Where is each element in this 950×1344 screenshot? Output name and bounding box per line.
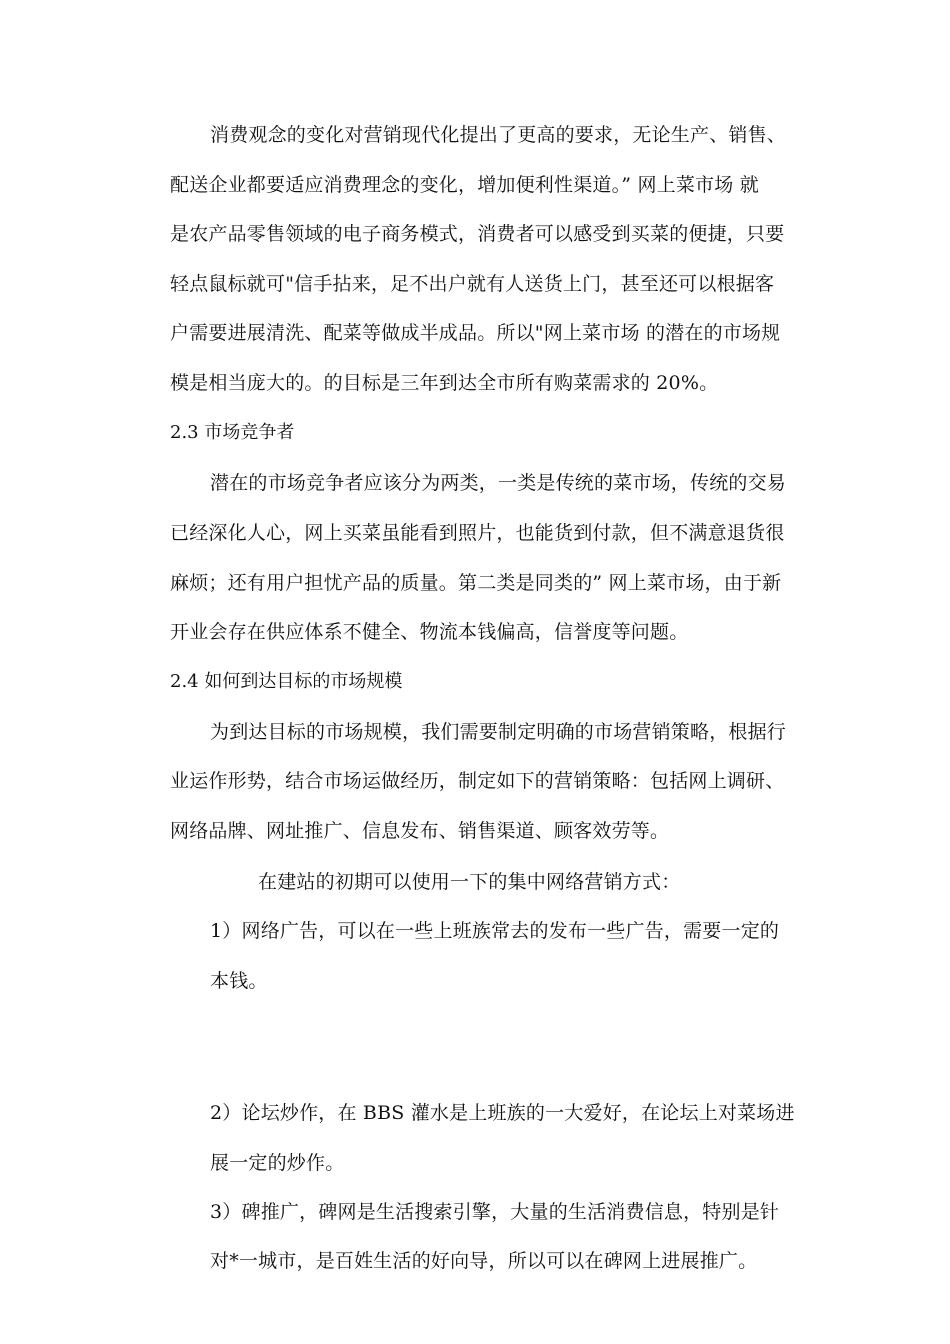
paragraph-line: 为到达目标的市场规模，我们需要制定明确的市场营销策略，根据行 (210, 721, 787, 743)
paragraph-line: 开业会存在供应体系不健全、物流本钱偏高，信誉度等问题。 (170, 621, 689, 643)
paragraph-line: 是农产品零售领域的电子商务模式，消费者可以感受到买菜的便捷，只要 (170, 223, 785, 245)
paragraph-line: 模是相当庞大的。的目标是三年到达全市所有购菜需求的 20%。 (170, 372, 719, 394)
paragraph-line: 麻烦；还有用户担忧产品的质量。第二类是同类的” 网上菜市场，由于新 (170, 572, 782, 594)
paragraph-line: 网络品牌、网址推广、信息发布、销售渠道、顾客效劳等。 (170, 820, 670, 842)
paragraph-line: 消费观念的变化对营销现代化提出了更高的要求，无论生产、销售、 (210, 124, 787, 146)
list-item-line: 展一定的炒作。 (210, 1152, 345, 1174)
paragraph-line: 配送企业都要适应消费理念的变化，增加便利性渠道。” 网上菜市场 就 (170, 174, 759, 196)
list-item-line: 对*一城市，是百姓生活的好向导，所以可以在碑网上进展推广。 (210, 1250, 758, 1272)
list-item-line: 3）碑推广，碑网是生活搜索引擎，大量的生活消费信息，特别是针 (210, 1201, 780, 1223)
paragraph-line: 在建站的初期可以使用一下的集中网络营销方式： (258, 871, 681, 893)
paragraph-line: 轻点鼠标就可"信手拈来，足不出户就有人送货上门，甚至还可以根据客 (170, 273, 775, 295)
list-item-line: 2）论坛炒作，在 BBS 灌水是上班族的一大爱好，在论坛上对菜场进 (210, 1102, 795, 1124)
paragraph-line: 已经深化人心，网上买菜虽能看到照片，也能货到付款，但不满意退货很 (170, 522, 785, 544)
paragraph-line: 业运作形势，结合市场运做经历，制定如下的营销策略：包括网上调研、 (170, 770, 785, 792)
paragraph-line: 户需要进展清洗、配菜等做成半成品。所以"网上菜市场 的潜在的市场规 (170, 322, 781, 344)
list-item-line: 本钱。 (210, 970, 268, 992)
section-heading-2-3: 2.3 市场竞争者 (170, 422, 295, 443)
list-item-line: 1）网络广告，可以在一些上班族常去的发布一些广告，需要一定的 (210, 920, 780, 942)
paragraph-line: 潜在的市场竞争者应该分为两类，一类是传统的菜市场，传统的交易 (210, 472, 787, 494)
section-heading-2-4: 2.4 如何到达目标的市场规模 (170, 671, 403, 692)
